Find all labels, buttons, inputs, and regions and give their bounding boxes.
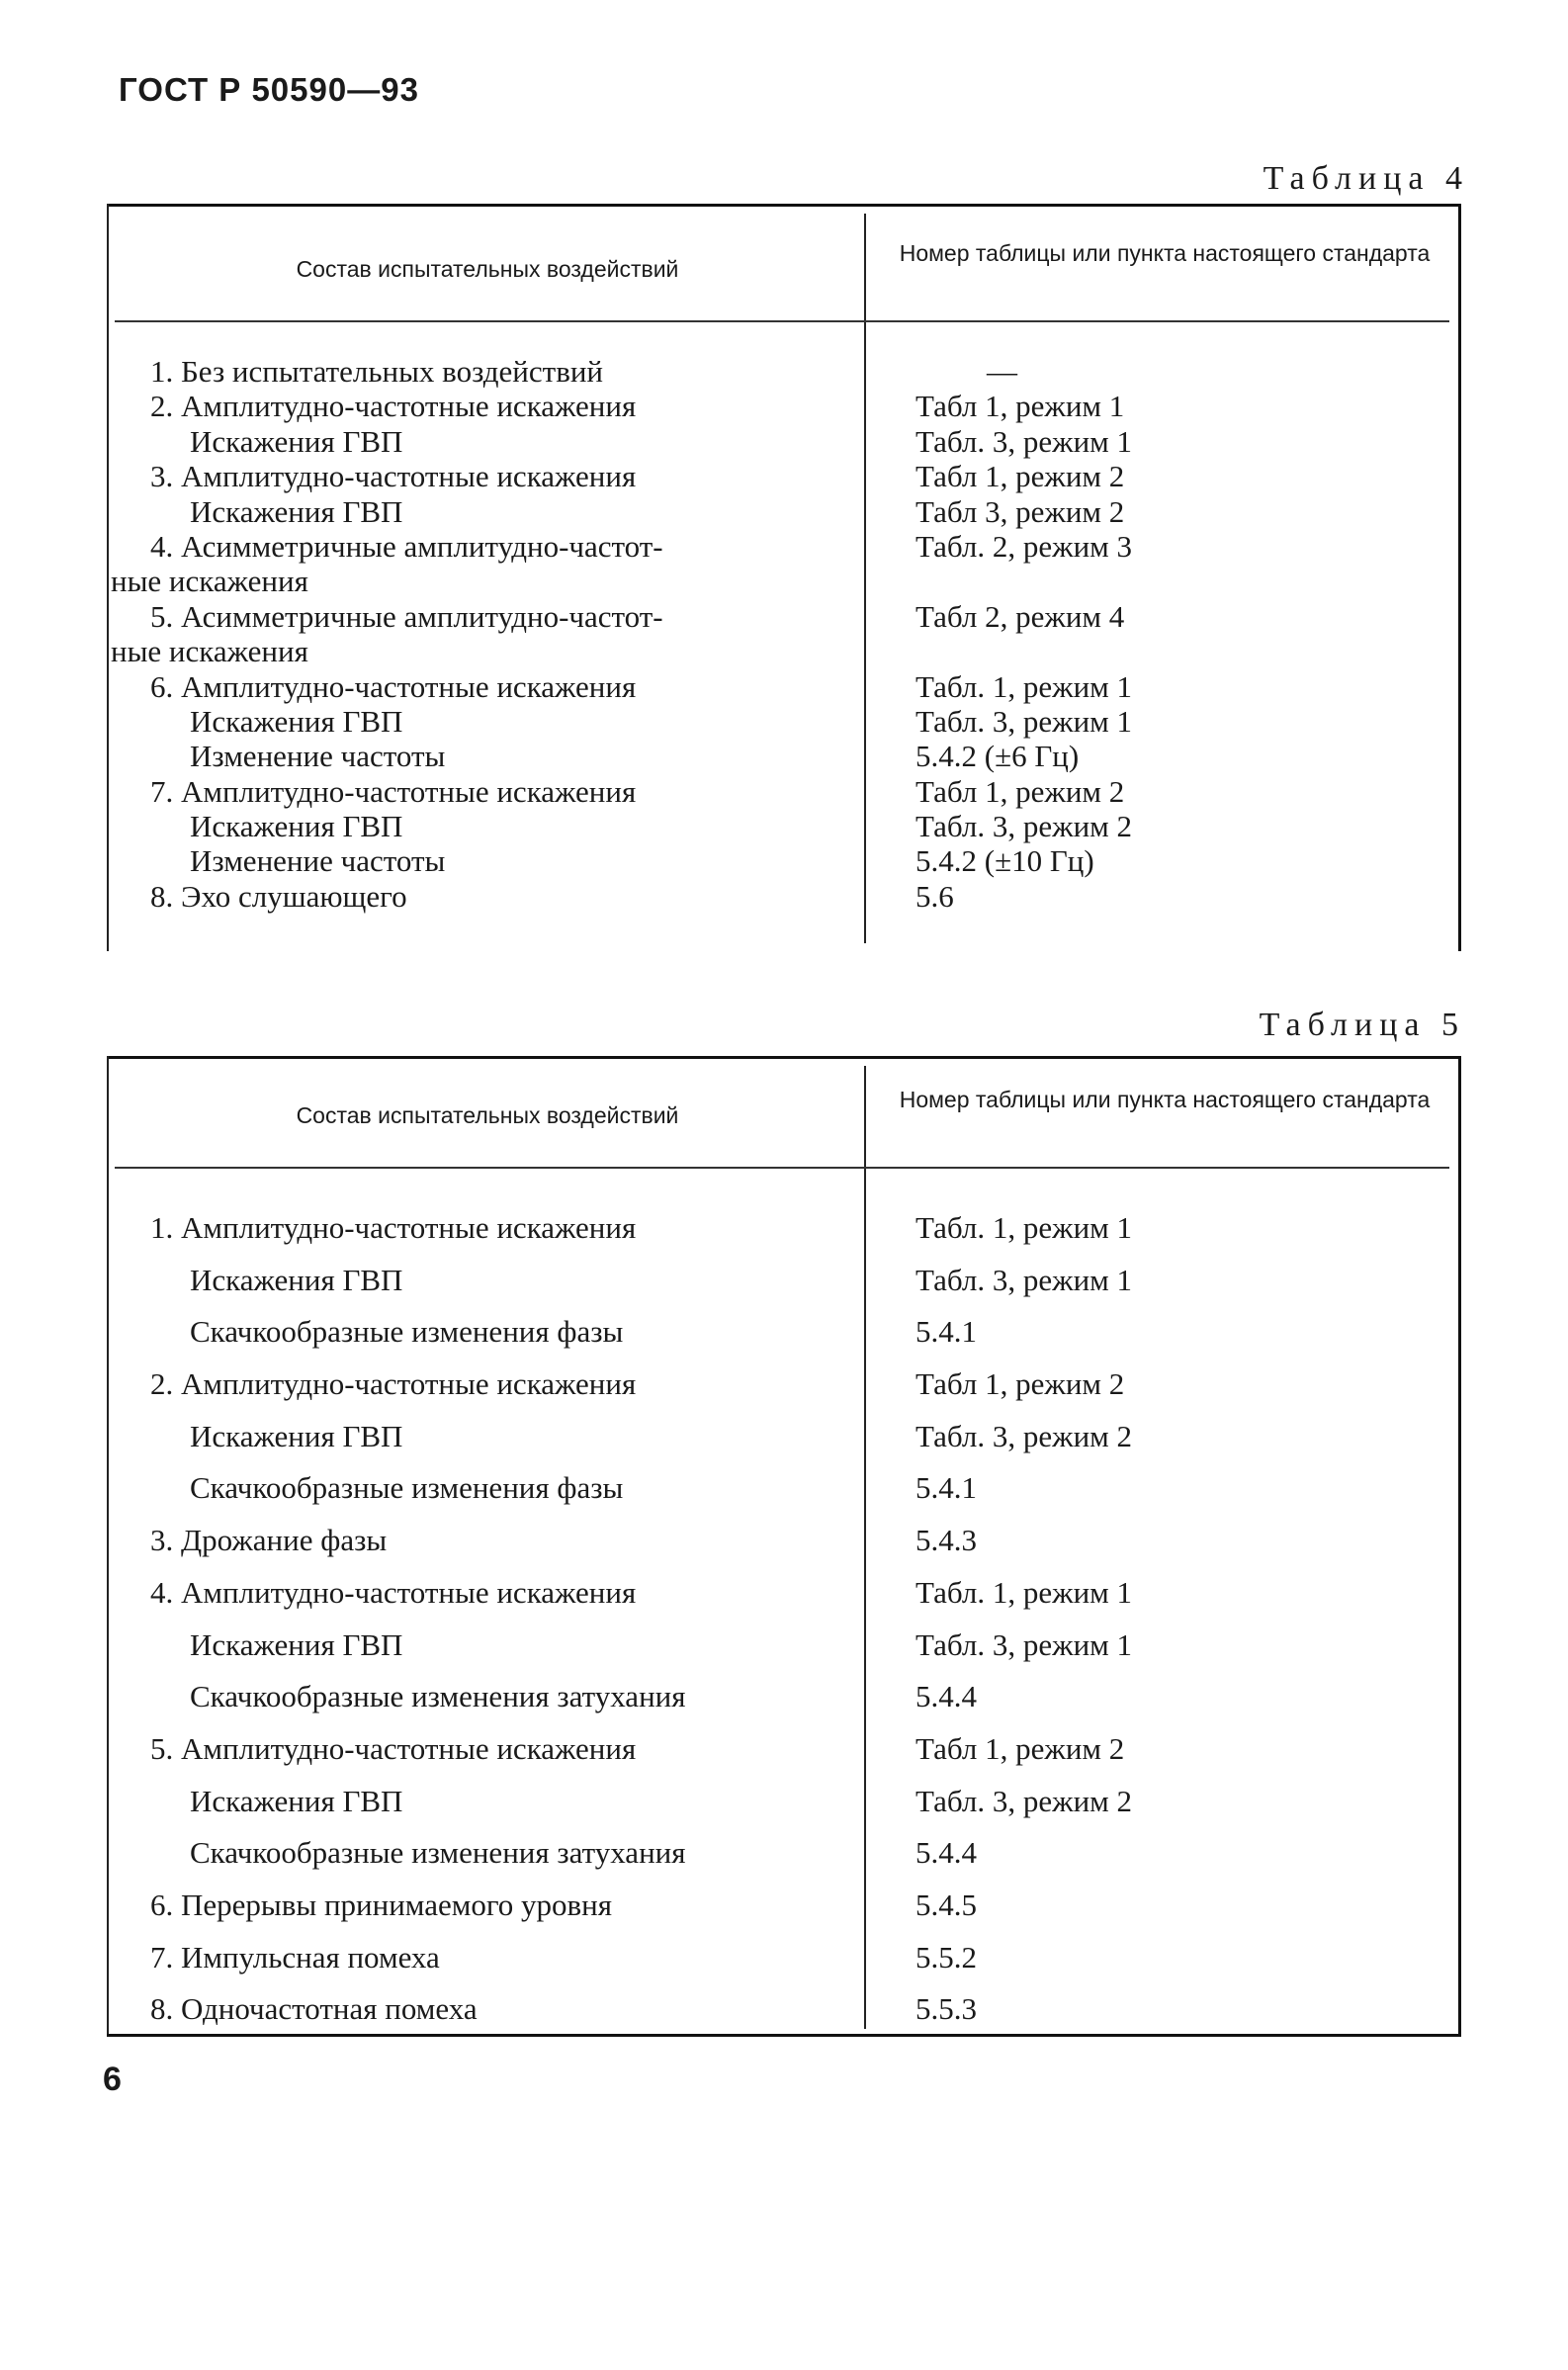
table-row: [107, 1515, 1461, 1567]
table-row: [107, 599, 1461, 634]
table-row: [107, 424, 1461, 459]
table-row: [107, 739, 1461, 773]
reference-item: 5.4.3: [915, 1523, 977, 1558]
test-item: Скачкообразные изменения фазы: [190, 1314, 624, 1350]
column-header-composition: Состав испытательных воздействий: [296, 1102, 679, 1128]
test-item: Искажения ГВП: [190, 809, 403, 844]
reference-item: 5.4.5: [915, 1887, 977, 1922]
column-header-reference: Номер таблицы или пункта настоящего стандарта: [899, 240, 1431, 266]
column-header-composition: Состав испытательных воздействий: [296, 256, 679, 282]
header-rule: [115, 320, 1449, 322]
table-row: [107, 1411, 1461, 1463]
table-row: [107, 389, 1461, 423]
table-row: [107, 1306, 1461, 1359]
table-4-caption: Таблица 4: [1263, 160, 1469, 197]
table-row: [107, 774, 1461, 809]
test-item: ные искажения: [111, 634, 308, 669]
reference-item: 5.4.1: [915, 1314, 977, 1350]
table-4: [107, 204, 1461, 951]
test-item: 5. Амплитудно-частотные искажения: [150, 1730, 637, 1766]
test-item: Искажения ГВП: [190, 493, 403, 529]
test-item: Скачкообразные изменения затухания: [190, 1679, 686, 1714]
reference-item: 5.6: [915, 878, 954, 914]
table-row: [107, 879, 1461, 914]
test-item: Искажения ГВП: [190, 423, 403, 459]
test-item: 8. Одночастотная помеха: [150, 1991, 478, 2027]
table-row: [107, 1880, 1461, 1932]
reference-item: Табл. 3, режим 2: [915, 1418, 1133, 1453]
table-row: [107, 1462, 1461, 1515]
table-row: [107, 564, 1461, 598]
test-item: 2. Амплитудно-частотные искажения: [150, 389, 637, 424]
reference-item: Табл 1, режим 2: [915, 1730, 1125, 1766]
reference-item: Табл. 3, режим 2: [915, 809, 1133, 844]
table-top-rule: [107, 204, 1461, 207]
test-item: 8. Эхо слушающего: [150, 878, 407, 914]
reference-item: Табл 1, режим 2: [915, 773, 1125, 809]
table-row: [107, 704, 1461, 739]
test-item: Изменение частоты: [190, 843, 446, 879]
reference-item: 5.4.4: [915, 1679, 977, 1714]
reference-item: Табл 3, режим 2: [915, 493, 1125, 529]
reference-item: Табл 1, режим 1: [915, 389, 1125, 424]
test-item: 1. Без испытательных воздействий: [150, 354, 604, 389]
page-number: 6: [103, 2061, 122, 2098]
reference-item: 5.5.3: [915, 1991, 977, 2027]
test-item: Искажения ГВП: [190, 1783, 403, 1818]
table-row: [107, 354, 1461, 389]
test-item: 7. Импульсная помеха: [150, 1939, 440, 1975]
table-body: [107, 354, 1461, 914]
reference-item: Табл. 3, режим 1: [915, 703, 1133, 739]
test-item: Искажения ГВП: [190, 1418, 403, 1453]
reference-item: Табл. 3, режим 1: [915, 1262, 1133, 1297]
table-row: [107, 1620, 1461, 1672]
table-row: [107, 634, 1461, 668]
table-row: [107, 1827, 1461, 1880]
reference-item: 5.5.2: [915, 1939, 977, 1975]
table-row: [107, 1932, 1461, 1984]
reference-item: Табл 1, режим 2: [915, 1366, 1125, 1402]
test-item: ные искажения: [111, 564, 308, 599]
table-row: [107, 1983, 1461, 2036]
reference-item: Табл. 1, режим 1: [915, 1210, 1133, 1245]
table-row: [107, 1776, 1461, 1828]
table-top-rule: [107, 1056, 1461, 1059]
test-item: 3. Дрожание фазы: [150, 1523, 388, 1558]
test-item: 4. Асимметричные амплитудно-частот-: [150, 528, 663, 564]
table-row: [107, 1255, 1461, 1307]
table-row: [107, 1723, 1461, 1776]
test-item: 1. Амплитудно-частотные искажения: [150, 1210, 637, 1245]
reference-item: Табл 1, режим 2: [915, 459, 1125, 494]
table-body: [107, 1202, 1461, 2036]
table-row: [107, 809, 1461, 843]
test-item: 3. Амплитудно-частотные искажения: [150, 459, 637, 494]
table-row: [107, 1567, 1461, 1620]
header-rule: [115, 1167, 1449, 1169]
test-item: Искажения ГВП: [190, 703, 403, 739]
reference-item: Табл. 1, режим 1: [915, 1574, 1133, 1610]
reference-item: 5.4.4: [915, 1835, 977, 1871]
reference-item: 5.4.2 (±10 Гц): [915, 843, 1094, 879]
test-item: Искажения ГВП: [190, 1262, 403, 1297]
reference-item: Табл. 3, режим 1: [915, 423, 1133, 459]
table-row: [107, 494, 1461, 529]
test-item: Скачкообразные изменения затухания: [190, 1835, 686, 1871]
table-row: [107, 669, 1461, 704]
test-item: 6. Амплитудно-частотные искажения: [150, 668, 637, 704]
table-row: [107, 1202, 1461, 1255]
reference-item: 5.4.1: [915, 1470, 977, 1506]
table-row: [107, 1671, 1461, 1723]
reference-item: Табл. 3, режим 1: [915, 1626, 1133, 1662]
test-item: Скачкообразные изменения фазы: [190, 1470, 624, 1506]
test-item: 7. Амплитудно-частотные искажения: [150, 773, 637, 809]
test-item: 6. Перерывы принимаемого уровня: [150, 1887, 613, 1922]
table-row: [107, 459, 1461, 493]
test-item: Изменение частоты: [190, 739, 446, 774]
test-item: Искажения ГВП: [190, 1626, 403, 1662]
column-header-reference: Номер таблицы или пункта настоящего стандарта: [899, 1087, 1431, 1112]
reference-item: 5.4.2 (±6 Гц): [915, 739, 1080, 774]
reference-item: Табл. 2, режим 3: [915, 528, 1133, 564]
test-item: 2. Амплитудно-частотные искажения: [150, 1366, 637, 1402]
reference-item: Табл 2, режим 4: [915, 598, 1125, 634]
table-5-caption: Таблица 5: [1259, 1007, 1465, 1043]
reference-item: Табл. 1, режим 1: [915, 668, 1133, 704]
test-item: 5. Асимметричные амплитудно-частот-: [150, 598, 663, 634]
test-item: 4. Амплитудно-частотные искажения: [150, 1574, 637, 1610]
table-row: [107, 529, 1461, 564]
reference-item: Табл. 3, режим 2: [915, 1783, 1133, 1818]
table-5: [107, 1056, 1461, 2037]
table-row: [107, 843, 1461, 878]
table-row: [107, 1359, 1461, 1411]
document-code: ГОСТ Р 50590—93: [119, 71, 419, 108]
reference-item: —: [987, 354, 1017, 389]
